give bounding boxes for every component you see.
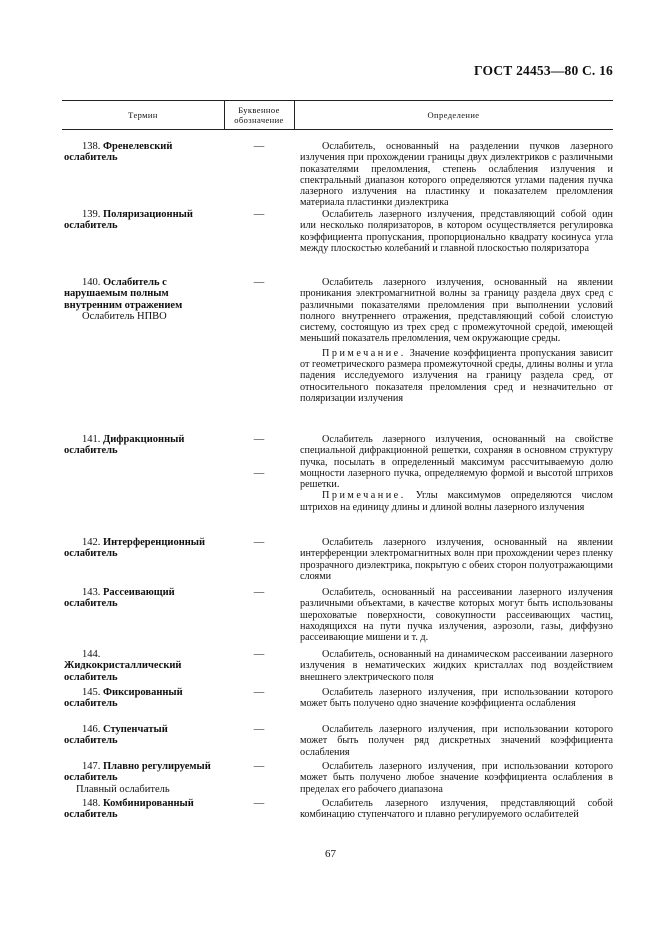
definition-text: Ослабитель лазерного излучения, основанный на явлении проникания электромагнитной волны за границу раздела двух сред с различными показателями преломления при выполнении условий полного внутреннего отражения, представляющий собой слоистую систему, состоящую из трех сред с промежуточной средой, имеющей меньший показатель преломления, чем окружающие среды.: [300, 277, 613, 345]
abbreviation-dash: —: [253, 468, 265, 479]
term-synonym: Ослабитель НПВО: [82, 310, 167, 322]
abbreviation-cell: —: [253, 209, 265, 220]
term-name: Плавно регулируемый ослабитель: [64, 761, 211, 784]
definition-text: Ослабитель лазерного излучения, при использовании которого может быть получено любое значение коэффициента ослабления в пределах его рабочего диапазона: [300, 761, 613, 795]
term-number: 139.: [82, 209, 101, 220]
term-cell: [62, 537, 220, 560]
term-name: Ступенчатый ослабитель: [64, 724, 168, 747]
definition-text: Ослабитель, основанный на динамическом рассеивании лазерного излучения в нематических жидких кристаллах под воздействием внешнего электрического поля: [300, 649, 613, 683]
definition-cell: [300, 798, 613, 821]
definition-cell: [300, 537, 613, 582]
term-name: Интерференционный ослабитель: [64, 537, 206, 560]
term-cell: [62, 141, 220, 164]
term-name: Поляризационный ослабитель: [64, 209, 193, 232]
abbreviation-cell: —: [253, 761, 265, 772]
term-number: 142.: [82, 537, 101, 548]
abbreviation-cell: —: [253, 277, 265, 288]
document-code: ГОСТ 24453—80 С. 16: [474, 63, 613, 78]
note-label: Примечание.: [322, 490, 406, 502]
definition-cell: [300, 209, 613, 254]
note-label: Примечание.: [322, 347, 406, 359]
definition-cell: [300, 724, 613, 758]
term-number: 144.: [82, 649, 101, 660]
term-cell: [62, 687, 220, 710]
term-name: Жидкокристаллический ослабитель: [64, 660, 182, 683]
abbreviation-cell: —: [253, 687, 265, 698]
term-cell: [62, 649, 220, 683]
term-number: 140.: [82, 277, 101, 288]
term-cell: [62, 724, 220, 747]
abbreviation-cell: —: [253, 141, 265, 152]
term-name: Ослабитель с нарушаемым полным внутренним отражением: [64, 277, 183, 311]
note-text: Значение коэффициента пропускания зависит от геометрического размера промежуточной среды, длины волны и угла падения исследуемого излучения на границу раздела сред, от относительного показателя преломления сред и незначительно от поляризации излучения: [300, 347, 613, 404]
abbreviation-cell: —: [253, 798, 265, 809]
term-cell: [62, 434, 220, 457]
term-number: 147.: [82, 761, 101, 772]
abbreviation-cell: —: [253, 724, 265, 735]
definition-cell: [300, 587, 613, 643]
note-text: Углы максимумов определяются числом штрихов на единицу длины и длиной волны лазерного излучения: [300, 490, 613, 513]
term-cell: [62, 209, 220, 232]
term-name: Фиксированный ослабитель: [64, 687, 183, 710]
definition-cell: [300, 434, 613, 513]
definition-note: [300, 348, 613, 404]
definition-cell: [300, 649, 613, 683]
definition-text: Ослабитель лазерного излучения, представляющий собой комбинацию ступенчатого и плавно регулируемого ослабителей: [300, 798, 613, 821]
term-cell: [62, 798, 220, 821]
definition-text: Ослабитель лазерного излучения, представляющий собой один или несколько поляризаторов, в котором осуществляется регулировка коэффициента пропускания, пропорционально квадрату косинуса угла между плоскостью колебаний и главной плоскостью поляризатора: [300, 209, 613, 254]
term-synonym: Плавный ослабитель: [76, 783, 170, 795]
term-cell: [62, 587, 220, 610]
definition-text: Ослабитель лазерного излучения, основанный на свойстве специальной дифракционной решетки, сохраняя в основном структуру пучка, посылать в определенный максимум рассчитываемую долю мощности лазерного пучка, определяемую формой и высотой штрихов решетки.: [300, 434, 613, 491]
definition-cell: [300, 687, 613, 710]
definition-text: Ослабитель, основанный на рассеивании лазерного излучения различными объектами, в качестве которых могут быть использованы шероховатые поверхности, совокупности рассеивающих частиц, находящихся на пути пучка излучения, аэрозоли, газы, диффузно рассеивающие мишени и т. д.: [300, 587, 613, 644]
term-number: 146.: [82, 724, 101, 735]
term-name: Комбинированный ослабитель: [64, 798, 194, 821]
definition-text: Ослабитель лазерного излучения, при использовании которого может быть получено одно значение коэффициента ослабления: [300, 687, 613, 710]
abbreviation-dash: —: [253, 434, 265, 445]
table-header-rule: [62, 129, 613, 130]
term-name: Рассеивающий ослабитель: [64, 587, 175, 610]
page-number: 67: [325, 848, 336, 860]
term-number: 141.: [82, 434, 101, 445]
term-number: 145.: [82, 687, 101, 698]
term-cell: [62, 277, 220, 322]
definition-note: [300, 490, 613, 513]
definition-text: Ослабитель лазерного излучения, при использовании которого может быть получен ряд дискретных значений коэффициента ослабления: [300, 724, 613, 758]
column-header-definition: Определение: [427, 109, 480, 120]
definition-text: Ослабитель, основанный на разделении пучков лазерного излучения при прохождении границы двух диэлектриков с различными показателями преломления, степень ослабления излучения и спектральный диапазон которого определяются углами падения пучка лазерного излучения на пластинку и показателем преломления материала пластинки диэлектрика: [300, 141, 613, 209]
term-name: Дифракционный ослабитель: [64, 434, 185, 457]
abbreviation-cell: —: [253, 649, 265, 660]
column-header-abbreviation: Буквенное обозначение: [234, 104, 284, 125]
term-number: 138.: [82, 141, 101, 152]
abbreviation-cell: —: [253, 587, 265, 598]
column-header-term: Термин: [128, 109, 158, 120]
term-number: 148.: [82, 798, 101, 809]
definition-text: Ослабитель лазерного излучения, основанный на явлении интерференции электромагнитных волн при прохождении через пленку прозрачного диэлектрика, покрытую с обеих сторон полуотражающими слоями: [300, 537, 613, 582]
definition-cell: [300, 761, 613, 795]
term-cell: [62, 761, 220, 795]
term-name: Френелевский ослабитель: [64, 141, 173, 164]
term-number: 143.: [82, 587, 101, 598]
abbreviation-cell: —: [253, 537, 265, 548]
definition-cell: [300, 141, 613, 209]
definition-cell: [300, 277, 613, 404]
abbreviation-cell: [224, 434, 294, 479]
